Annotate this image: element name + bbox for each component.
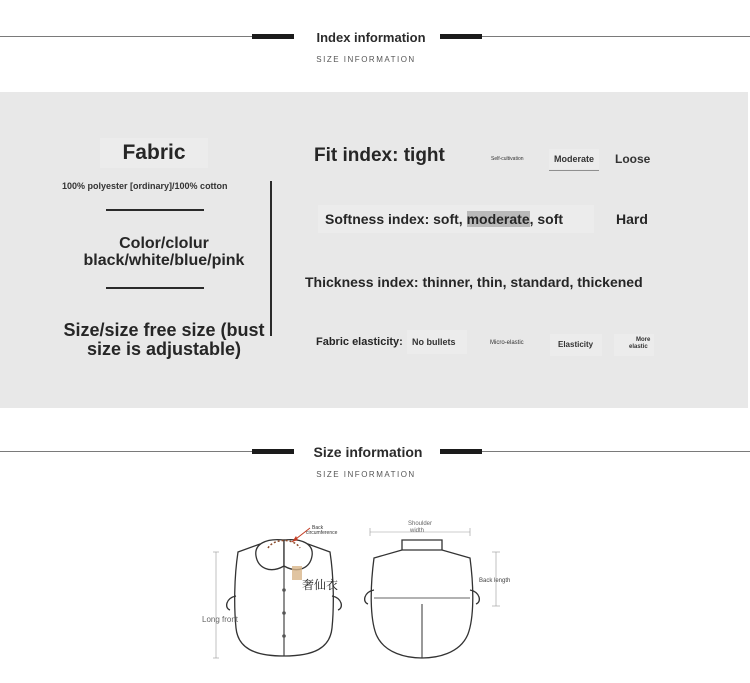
fabric-title: Fabric [122,141,186,164]
back-collar-diagram [356,518,516,668]
back-circumference-label-1: Back [312,525,324,531]
shoulder-width-label-1: Shoulder [408,521,433,527]
fit-option-moderate: Moderate [554,154,595,164]
softness-hard: Hard [616,211,648,227]
elasticity-no-bullets: No bullets [412,337,456,347]
size-info-title: Size information [313,444,423,460]
fit-selected-underline [549,170,599,171]
header-rule-left [0,36,252,37]
size-header-bar-right [440,449,482,454]
elasticity-elastic: elastic [629,344,648,350]
fit-option-self-cultivation: Self-cultivation [491,156,524,162]
size-info-subtitle: SIZE INFORMATION [316,470,416,479]
size-line1: Size/size free size (bust [63,320,265,340]
color-value: black/white/blue/pink [83,252,245,269]
size-line2: size is adjustable) [86,339,242,359]
color-divider [106,287,204,289]
index-info-title: Index information [316,30,426,45]
header-bar-left [252,34,294,39]
fit-option-loose: Loose [615,152,651,166]
softness-highlight: moderate [466,211,530,227]
elasticity-elasticity: Elasticity [558,340,594,349]
fabric-divider [106,209,204,211]
elasticity-label: Fabric elasticity: [316,336,403,348]
thickness-index-label: Thickness index: thinner, thin, standard, thickened [305,274,643,290]
logo-text: 奢仙衣 [302,578,339,592]
long-front-label: Long front [202,615,239,624]
header-rule-right [482,36,750,37]
softness-prefix: Softness index: soft, [325,211,467,227]
fit-index-label: Fit index: tight [314,145,445,166]
index-info-subtitle: SIZE INFORMATION [316,55,416,64]
elasticity-micro: Micro-elastic [490,340,524,346]
back-length-label: Back length [479,578,511,584]
fabric-value: 100% polyester [ordinary]/100% cotton [62,181,228,191]
back-circumference-label-2: circumference [306,530,338,536]
size-header-rule-right [482,451,750,452]
softness-suffix: , soft [529,211,564,227]
softness-index-label [325,211,563,227]
header-bar-right [440,34,482,39]
color-title: Color/clolur [119,235,209,252]
shoulder-width-label-2: width [410,528,425,534]
column-divider [270,181,272,336]
elasticity-more: More [636,337,651,343]
front-collar-diagram [196,518,356,668]
size-header-rule-left [0,451,252,452]
size-header-bar-left [252,449,294,454]
